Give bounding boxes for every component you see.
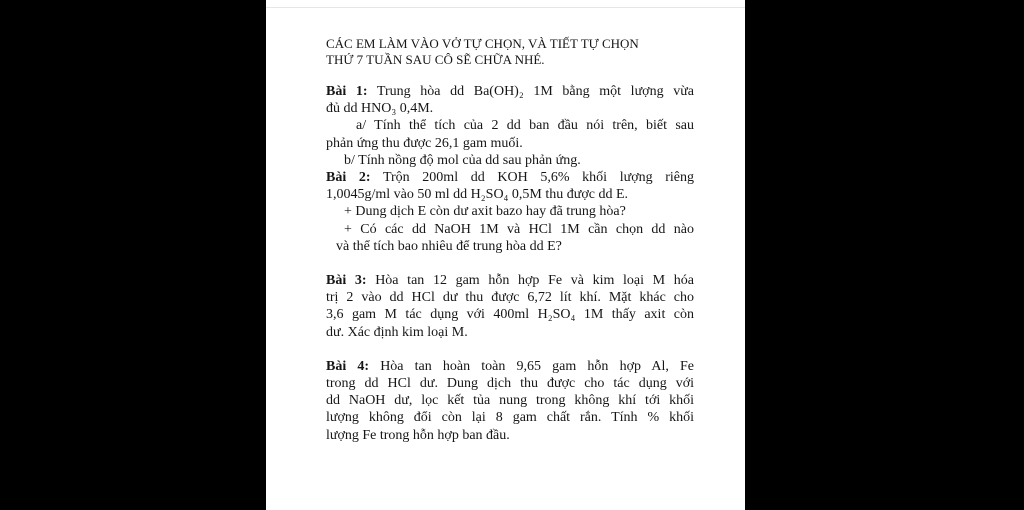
exercise-4-line-2: trong dd HCl dư. Dung dịch thu được cho tác dụng với <box>326 376 694 392</box>
exercise-2 <box>326 169 694 255</box>
exercise-4-line-5: lượng Fe trong hỗn hợp ban đầu. <box>326 427 510 443</box>
exercise-1-line-2: đủ dd HNO₃ 0,4M. <box>326 101 434 117</box>
document-page <box>266 0 745 510</box>
exercise-3-line-4: dư. Xác định kim loại M. <box>326 324 468 340</box>
exercise-1-label: Bài 1: <box>326 84 368 99</box>
exercise-4-line-3: dd NaOH dư, lọc kết tủa nung trong không khí tới khối <box>326 393 694 409</box>
exercise-4-line-1: Bài 4: Hòa tan hoàn toàn 9,65 gam hỗn hợp Al, Fe <box>326 358 695 374</box>
exercise-3 <box>326 272 694 341</box>
exercise-4-label: Bài 4: <box>326 358 370 374</box>
document-body <box>326 36 694 444</box>
exercise-4-line-4: lượng không đổi còn lại 8 gam chất rắn. Tính % khối <box>326 410 694 426</box>
exercise-1-part-a-line-1: a/ Tính thể tích của 2 dd ban đầu nói trên, biết sau <box>356 118 694 134</box>
exercise-2-line-1: Bài 2: Trộn 200ml dd KOH 5,6% khối lượng riêng <box>326 170 695 186</box>
exercise-1-part-b: b/ Tính nồng độ mol của dd sau phản ứng. <box>344 152 581 168</box>
exercise-2-question-1: + Dung dịch E còn dư axit bazo hay đã trung hòa? <box>344 204 626 220</box>
exercise-3-line-3: 3,6 gam M tác dụng với 400ml H₂SO₄ 1M thấy axit còn <box>326 307 694 323</box>
document-header <box>326 36 694 68</box>
blank-line <box>326 255 694 272</box>
exercise-3-line-2: trị 2 vào dd HCl dư thu được 6,72 lít khí. Mặt khác cho <box>326 290 694 306</box>
header-line-2: THỨ 7 TUẦN SAU CÔ SẼ CHỮA NHÉ. <box>326 52 545 67</box>
exercise-2-line-2: 1,0045g/ml vào 50 ml dd H₂SO₄ 0,5M thu được dd E. <box>326 187 629 203</box>
exercise-1-line-1: Bài 1: Trung hòa dd Ba(OH)₂ 1M bằng một lượng vừa <box>326 84 694 99</box>
page-top-edge <box>266 7 745 8</box>
header-line-1: CÁC EM LÀM VÀO VỞ TỰ CHỌN, VÀ TIẾT TỰ CHỌN <box>326 36 639 51</box>
exercise-3-label: Bài 3: <box>326 273 367 289</box>
exercise-2-question-2-line-1: + Có các dd NaOH 1M và HCl 1M cần chọn dd nào <box>344 221 694 237</box>
exercise-2-question-2-line-2: và thể tích bao nhiêu để trung hòa dd E? <box>336 238 562 254</box>
exercise-3-line-1: Bài 3: Hòa tan 12 gam hỗn hợp Fe và kim loại M hóa <box>326 273 694 289</box>
exercise-2-label: Bài 2: <box>326 170 371 186</box>
exercise-1 <box>326 83 694 169</box>
exercise-1-part-a-line-2: phản ứng thu được 26,1 gam muối. <box>326 135 523 151</box>
blank-line <box>326 341 694 358</box>
exercise-4 <box>326 358 694 444</box>
